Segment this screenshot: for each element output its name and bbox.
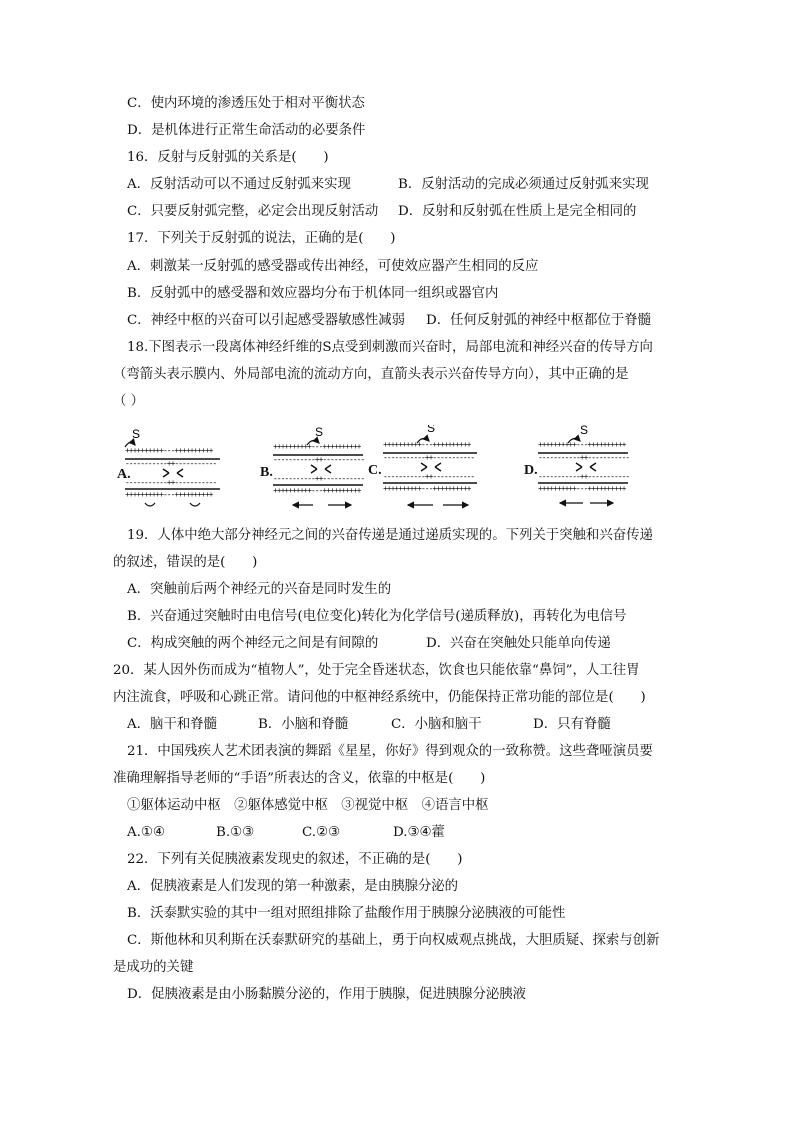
q22-option-c-line2: 是成功的关键 xyxy=(113,960,194,975)
q17-option-c: C．神经中枢的兴奋可以引起感受器敏感性减弱 xyxy=(127,313,406,328)
svg-text:++++++++++---++++++++++: ++++++++++---++++++++++ xyxy=(383,441,471,450)
svg-text:S: S xyxy=(580,425,589,437)
q16-option-b: B．反射活动的完成必须通过反射弧来实现 xyxy=(398,177,649,192)
q19-stem-line1: 19．人体中绝大部分神经元之间的兴奋传递是通过递质实现的。下列关于突触和兴奋传递 xyxy=(127,528,653,543)
q18-stem-line3: （ ） xyxy=(113,394,145,409)
q21-option-d: D.③④藿 xyxy=(393,825,445,840)
q20-stem-line1: 20．某人因外伤而成为“植物人”，处于完全昏迷状态，饮食也只能依靠“鼻饲”，人工往胃 xyxy=(113,663,640,678)
q21-option-b: B.①③ xyxy=(216,825,255,840)
option-d-prev: D．是机体进行正常生命活动的必要条件 xyxy=(127,123,366,138)
q22-option-a: A．促胰液素是人们发现的第一种激素，是由胰腺分泌的 xyxy=(127,879,459,894)
nerve-fiber-figure xyxy=(113,425,693,520)
svg-text:-----------++-----------: -----------++----------- xyxy=(273,475,365,484)
diagram-a-label: A. xyxy=(117,467,131,482)
svg-text:S: S xyxy=(132,427,141,441)
q21-option-a: A.①④ xyxy=(127,825,165,840)
option-c-prev: C．使内环境的渗透压处于相对平衡状态 xyxy=(127,96,365,111)
q18-stem-line1: 18.下图表示一段离体神经纤维的S点受到刺激而兴奋时，局部电流和神经兴奋的传导方向 xyxy=(127,340,653,355)
svg-text:-----------++-----------: -----------++----------- xyxy=(383,454,475,463)
svg-text:++++++++++---++++++++++: ++++++++++---++++++++++ xyxy=(273,443,361,452)
diagram-b xyxy=(273,425,364,505)
svg-text:-----------++-----------: -----------++----------- xyxy=(125,479,217,488)
q19-stem-line2: 的叙述，错误的是( ) xyxy=(113,555,258,570)
diagram-d-label: D. xyxy=(524,463,538,478)
q17-option-d: D．任何反射弧的神经中枢都位于脊髓 xyxy=(426,313,651,328)
q22-option-d: D．促胰液素是由小肠黏膜分泌的，作用于胰腺，促进胰腺分泌胰液 xyxy=(127,987,527,1002)
diagram-b-label: B. xyxy=(260,465,273,480)
svg-text:++++++++++---++++++++++: ++++++++++---++++++++++ xyxy=(538,441,626,450)
q17-stem: 17．下列关于反射弧的说法，正确的是( ) xyxy=(127,231,396,246)
q19-option-c: C．构成突触的两个神经元之间是有间隙的 xyxy=(127,636,379,651)
q19-option-b: B．兴奋通过突触时由电信号(电位变化)转化为化学信号(递质释放)，再转化为电信号 xyxy=(127,609,627,624)
diagram-a xyxy=(125,427,220,506)
svg-text:++++++++++---++++++++++: ++++++++++---++++++++++ xyxy=(125,447,213,456)
q16-option-c: C．只要反射弧完整，必定会出现反射活动 xyxy=(127,204,379,219)
nerve-fiber-diagrams xyxy=(113,425,693,520)
q22-option-c-line1: C．斯他林和贝利斯在沃泰默研究的基础上，勇于向权威观点挑战，大胆质疑、探索与创新 xyxy=(127,933,660,948)
q19-option-a: A．突触前后两个神经元的兴奋是同时发生的 xyxy=(127,582,392,597)
svg-text:-----------++-----------: -----------++----------- xyxy=(273,456,365,465)
svg-text:-----------++-----------: -----------++----------- xyxy=(538,454,630,463)
q16-option-a: A．反射活动可以不通过反射弧来实现 xyxy=(127,177,351,192)
q16-option-d: D．反射和反射弧在性质上是完全相同的 xyxy=(398,204,637,219)
svg-text:-----------++-----------: -----------++----------- xyxy=(125,460,217,469)
q22-option-b: B．沃泰默实验的其中一组对照组排除了盐酸作用于胰腺分泌胰液的可能性 xyxy=(127,906,566,921)
svg-text:++++++++++---++++++++++: ++++++++++---++++++++++ xyxy=(273,487,361,496)
svg-text:++++++++++---++++++++++: ++++++++++---++++++++++ xyxy=(383,485,471,494)
q21-option-c: C.②③ xyxy=(302,825,341,840)
q20-option-d: D．只有脊髓 xyxy=(533,717,611,732)
diagram-c-label: C. xyxy=(368,463,382,478)
q21-stem-line2: 准确理解指导老师的“手语”所表达的含义，依靠的中枢是( ) xyxy=(113,771,486,786)
q20-stem-line2: 内注流食，呼吸和心跳正常。请问他的中枢神经系统中，仍能保持正常功能的部位是( ) xyxy=(113,690,646,705)
svg-text:-----------++-----------: -----------++----------- xyxy=(383,473,475,482)
svg-text:S: S xyxy=(315,425,324,439)
q21-stem-line1: 21．中国残疾人艺术团表演的舞蹈《星星，你好》得到观众的一致称赞。这些聋哑演员要 xyxy=(127,744,653,759)
svg-text:++++++++++---++++++++++: ++++++++++---++++++++++ xyxy=(538,485,626,494)
q19-option-d: D．兴奋在突触处只能单向传递 xyxy=(426,636,611,651)
q17-option-b: B．反射弧中的感受器和效应器均分布于机体同一组织或器官内 xyxy=(127,286,499,301)
q20-option-c: C．小脑和脑干 xyxy=(391,717,482,732)
diagram-c xyxy=(383,425,477,505)
q21-items: ①躯体运动中枢 ②躯体感觉中枢 ③视觉中枢 ④语言中枢 xyxy=(127,798,489,813)
svg-text:S: S xyxy=(427,425,436,435)
svg-text:++++++++++---++++++++++: ++++++++++---++++++++++ xyxy=(125,491,213,500)
q22-stem: 22．下列有关促胰液素发现史的叙述，不正确的是( ) xyxy=(127,852,463,867)
q20-option-a: A．脑干和脊髓 xyxy=(127,717,218,732)
q17-option-a: A．刺激某一反射弧的感受器或传出神经，可使效应器产生相同的反应 xyxy=(127,259,539,274)
q20-option-b: B．小脑和脊髓 xyxy=(258,717,349,732)
q18-stem-line2: （弯箭头表示膜内、外局部电流的流动方向，直箭头表示兴奋传导方向），其中正确的是 xyxy=(113,367,629,382)
svg-text:-----------++-----------: -----------++----------- xyxy=(538,473,630,482)
diagram-d xyxy=(538,425,629,503)
q16-stem: 16．反射与反射弧的关系是( ) xyxy=(127,150,329,165)
